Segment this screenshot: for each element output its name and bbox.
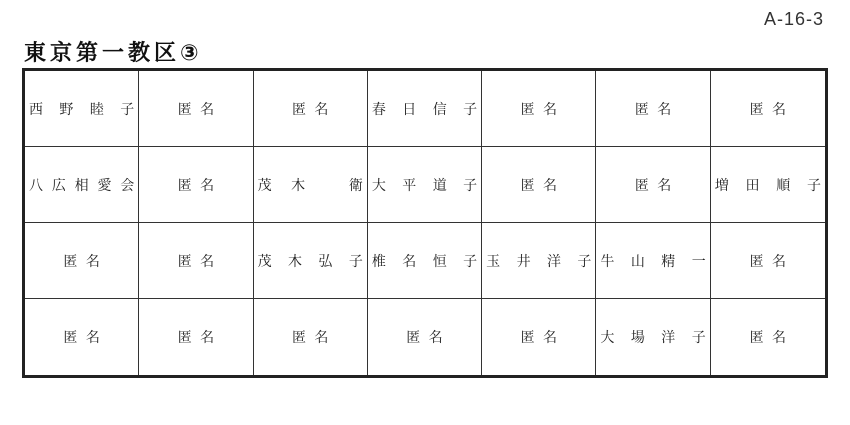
table-cell	[254, 71, 368, 147]
table-cell	[482, 147, 596, 223]
table-cell	[368, 299, 482, 375]
anonymous-label: 匿名	[63, 253, 109, 270]
table-cell	[711, 147, 825, 223]
page-title: 東京第一教区③	[24, 41, 203, 66]
donor-name: 玉 井 洋 子	[486, 253, 592, 270]
table-cell	[482, 299, 596, 375]
table-cell	[139, 147, 253, 223]
table-cell	[711, 299, 825, 375]
table-cell	[482, 223, 596, 299]
donor-name: 牛 山 精 一	[600, 253, 706, 270]
donor-name: 西 野 睦 子	[29, 101, 135, 118]
table-cell	[596, 147, 710, 223]
table-cell	[139, 223, 253, 299]
anonymous-label: 匿名	[749, 253, 795, 270]
anonymous-label: 匿名	[177, 330, 223, 346]
table-cell	[25, 147, 139, 223]
table-cell	[25, 71, 139, 147]
anonymous-label: 匿名	[291, 101, 337, 118]
anonymous-label: 匿名	[749, 330, 795, 346]
table-cell	[254, 147, 368, 223]
page-code: A-16-3	[763, 9, 824, 29]
table-cell	[254, 299, 368, 375]
anonymous-label: 匿名	[177, 101, 223, 118]
anonymous-label: 匿名	[406, 330, 452, 346]
anonymous-label: 匿名	[634, 177, 680, 194]
table-cell	[368, 147, 482, 223]
anonymous-label: 匿名	[63, 330, 109, 346]
table-cell	[596, 299, 710, 375]
donor-name: 大 場 洋 子	[600, 330, 706, 346]
donor-name: 八 広 相 愛 会	[29, 177, 135, 194]
anonymous-label: 匿名	[520, 101, 566, 118]
table-cell	[25, 299, 139, 375]
donor-name: 大 平 道 子	[371, 177, 478, 194]
table-cell	[25, 223, 139, 299]
anonymous-label: 匿名	[749, 101, 795, 118]
donor-name: 春 日 信 子	[371, 101, 478, 118]
anonymous-label: 匿名	[291, 330, 337, 346]
donor-table	[22, 68, 828, 378]
anonymous-label: 匿名	[520, 330, 566, 346]
donor-name: 茂 木 衛	[257, 177, 363, 194]
donor-name: 椎 名 恒 子	[371, 253, 478, 270]
table-cell	[254, 223, 368, 299]
table-cell	[711, 223, 825, 299]
table-cell	[596, 223, 710, 299]
table-cell	[711, 71, 825, 147]
anonymous-label: 匿名	[177, 253, 223, 270]
anonymous-label: 匿名	[520, 177, 566, 194]
donor-name: 増 田 順 子	[714, 177, 821, 194]
anonymous-label: 匿名	[177, 177, 223, 194]
table-cell	[368, 223, 482, 299]
table-cell	[482, 71, 596, 147]
donor-name: 茂 木 弘 子	[257, 253, 363, 270]
table-cell	[139, 299, 253, 375]
table-cell	[139, 71, 253, 147]
table-cell	[596, 71, 710, 147]
table-cell	[368, 71, 482, 147]
anonymous-label: 匿名	[634, 101, 680, 118]
